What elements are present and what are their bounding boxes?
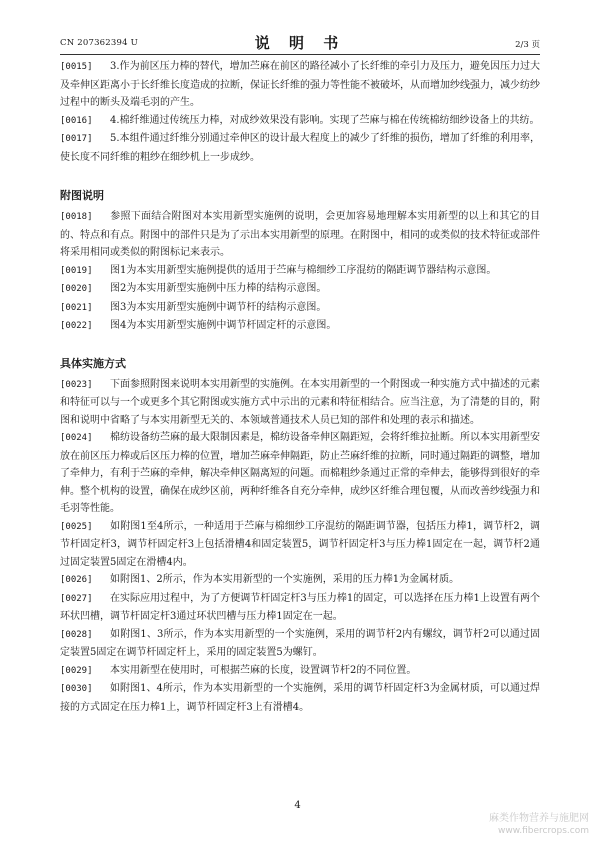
paragraph-text: 图2为本实用新型实施例中压力棒的结构示意图。 [110, 283, 327, 294]
document-title: 说 明 书 [254, 34, 346, 52]
paragraph-number: [0016] [60, 115, 93, 126]
paragraph-text: 3.作为前区压力棒的替代，增加苎麻在前区的路径减小了长纤维的牵引力及压力，避免因压力过大及牵伸区距离小于长纤维长度造成的拉断，保证长纤维的强力等性能不被破坏，从而增加纱线强力，减少纺纱过程中的断头及端毛羽的产生。 [60, 61, 540, 108]
paragraph [60, 680, 540, 716]
watermark-url: www.fibercrops.com [498, 826, 589, 836]
paragraph-text: 如附图1、3所示，作为本实用新型的一个实施例，采用的调节杆2内有螺纹，调节杆2可以通过固定装置5固定在调节杆固定杆上，采用的固定装置5为螺钉。 [60, 628, 540, 658]
paragraph [60, 112, 540, 131]
paragraph-number: [0027] [60, 593, 93, 604]
paragraph [60, 58, 540, 112]
paragraph [60, 626, 540, 662]
paragraph-number: [0020] [60, 284, 93, 294]
paragraph-number: [0026] [60, 575, 93, 585]
paragraph-number: [0023] [60, 379, 93, 390]
paragraph [60, 518, 540, 572]
section-embodiments-body [60, 376, 540, 717]
page-indicator: 2/3 页 [515, 40, 540, 50]
paragraph-number: [0029] [60, 665, 93, 676]
paragraph [60, 280, 540, 299]
paragraph-number: [0028] [60, 629, 93, 640]
paragraph [60, 317, 540, 336]
paragraph [60, 299, 540, 318]
patent-number: CN 207362394 U [60, 38, 138, 48]
section-heading-embodiments: 具体实施方式 [60, 356, 126, 370]
paragraph-text: 下面参照附图来说明本实用新型的实施例。在本实用新型的一个附图或一种实施方式中描述的元素和特征可以与一个或更多个其它附图或实施方式中示出的元素和特征相结合。应当注意，为了清楚的目的，附图和说明中省略了与本实用新型无关的、本领域普通技术人员已知的部件和处理的表示和描述。 [60, 378, 540, 426]
paragraph-text: 棉纺设备纺苎麻的最大限制因素是，棉纺设备牵伸区隔距短，会将纤维拉扯断。所以本实用新型安放在前区压力棒或后区压力棒的位置，增加苎麻牵伸隔距，防止苎麻纤维的拉断，同时通过隔距的调整，增加了牵伸力，有利于苎麻的牵伸，解决牵伸区隔离短的问题。而棉粗纱条通过正常的牵伸去，能够得到很好的牵伸。整个机构的设置，确保在成纱区前，两种纤维各自充分牵伸，成纱区纤维合理包覆，从而改善纱线强力和毛羽等性能。 [60, 432, 540, 514]
paragraph [60, 208, 540, 262]
page-header [60, 30, 540, 52]
site-watermark [489, 812, 589, 838]
section-figures-body [60, 208, 540, 336]
paragraph-number: [0025] [60, 521, 93, 532]
paragraph [60, 571, 540, 590]
paragraph-text: 参照下面结合附图对本实用新型实施例的说明，会更加容易地理解本实用新型的以上和其它的目的、特点和有点。附图中的部件只是为了示出本实用新型的原理。在附图中，相同的或类似的技术特征或部件将采用相同或类似的附图标记来表示。 [60, 211, 540, 258]
paragraph [60, 130, 540, 166]
paragraph-text: 本实用新型在使用时，可根据苎麻的长度，设置调节杆2的不同位置。 [110, 664, 417, 676]
paragraph-text: 5.本组件通过纤维分别通过牵伸区的设计最大程度上的减少了纤维的损伤，增加了纤维的利用率，使长度不同纤维的粗纱在细纱机上一步成纱。 [60, 133, 540, 163]
paragraph [60, 590, 540, 626]
paragraph-text: 图4为本实用新型实施例中调节杆固定杆的示意图。 [110, 320, 337, 331]
paragraph-text: 如附图1至4所示，一种适用于苎麻与棉细纱工序混纺的隔距调节器，包括压力棒1，调节杆2，调节杆固定杆3，调节杆固定杆3上包括滑槽4和固定装置5，调节杆固定杆3与压力棒1固定在一起，调节杆2通过固定装置5固定在滑槽4内。 [60, 520, 540, 568]
paragraph-group-top [60, 58, 540, 166]
paragraph-text: 4.棉纤维通过传统压力棒，对成纱效果没有影响。实现了苎麻与棉在传统棉纺细纱设备上的共纺。 [110, 114, 540, 126]
paragraph-number: [0024] [60, 433, 93, 443]
paragraph-text: 在实际应用过程中，为了方便调节杆固定杆3与压力棒1的固定，可以选择在压力棒1上设置有两个环状凹槽，调节杆固定杆3通过环状凹槽与压力棒1固定在一起。 [60, 592, 540, 622]
paragraph-number: [0018] [60, 212, 93, 222]
paragraph-number: [0017] [60, 134, 93, 144]
paragraph-text: 图3为本实用新型实施例中调节杆的结构示意图。 [110, 301, 327, 313]
paragraph-number: [0021] [60, 302, 93, 313]
paragraph-text: 图1为本实用新型实施例提供的适用于苎麻与棉细纱工序混纺的隔距调节器结构示意图。 [110, 264, 497, 276]
paragraph-number: [0019] [60, 265, 93, 276]
paragraph [60, 262, 540, 281]
paragraph-number: [0022] [60, 321, 93, 331]
paragraph [60, 376, 540, 430]
page-number: 4 [294, 800, 301, 811]
paragraph-number: [0030] [60, 684, 93, 694]
paragraph-text: 如附图1、4所示，作为本实用新型的一个实施例，采用的调节杆固定杆3为金属材质，可以通过焊接的方式固定在压力棒1上，调节杆固定杆3上有滑槽4。 [60, 683, 540, 713]
paragraph [60, 429, 540, 518]
header-divider [60, 54, 540, 55]
paragraph [60, 662, 540, 681]
section-heading-figures: 附图说明 [60, 189, 104, 202]
document-body [60, 58, 540, 716]
paragraph-number: [0015] [60, 62, 93, 72]
paragraph-text: 如附图1、2所示，作为本实用新型的一个实施例，采用的压力棒1为金属材质。 [110, 574, 460, 585]
watermark-site-name: 麻类作物营养与施肥网 [489, 813, 589, 824]
